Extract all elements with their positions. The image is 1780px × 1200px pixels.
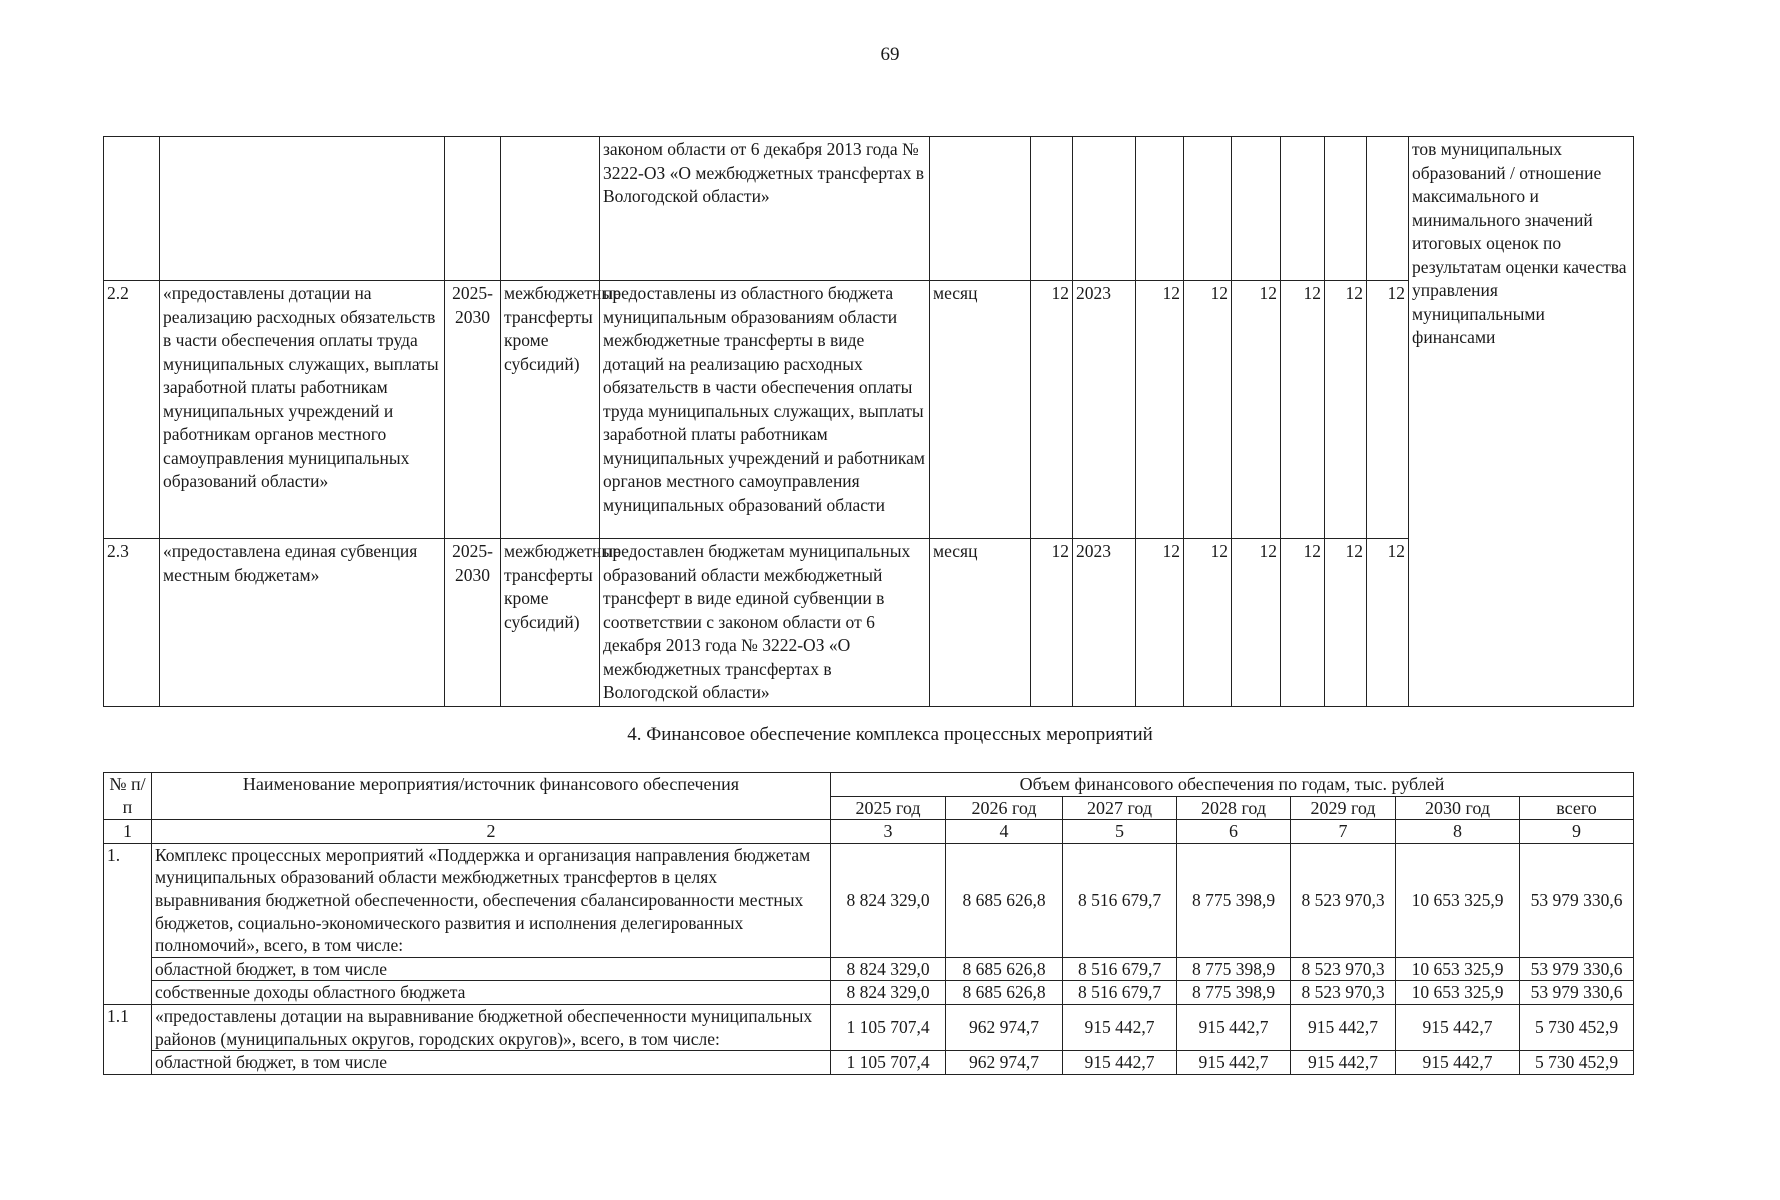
row-number: 1. <box>104 843 152 1004</box>
amount-cell: 8 824 329,0 <box>831 957 946 981</box>
period: 2025-2030 <box>445 539 501 707</box>
amount-cell: 8 523 970,3 <box>1291 843 1396 957</box>
base-value: 12 <box>1031 539 1073 707</box>
amount-cell: 915 442,7 <box>1396 1004 1520 1050</box>
amount-cell: 8 824 329,0 <box>831 843 946 957</box>
row-number: 2.2 <box>104 281 160 539</box>
amount-cell: 10 653 325,9 <box>1396 981 1520 1005</box>
unit: месяц <box>930 539 1031 707</box>
amount-cell: 8 775 398,9 <box>1177 981 1291 1005</box>
result-cell: предоставлен бюджетам муниципальных образований области межбюджетный трансферт в виде единой субвенции в соответствии с законом области от 6 декабря 2013 года № 3222-ОЗ «О межбюджетных трансфертах в Вологодской области» <box>600 539 930 707</box>
amount-cell: 1 105 707,4 <box>831 1051 946 1075</box>
value-cell: 12 <box>1281 281 1325 539</box>
amount-cell: 8 516 679,7 <box>1063 981 1177 1005</box>
amount-cell: 1 105 707,4 <box>831 1004 946 1050</box>
column-number-row <box>104 820 1634 844</box>
base-year: 2023 <box>1073 281 1136 539</box>
column-number: 7 <box>1291 820 1396 844</box>
column-number: 4 <box>946 820 1063 844</box>
amount-cell: 8 523 970,3 <box>1291 957 1396 981</box>
amount-cell: 5 730 452,9 <box>1520 1051 1634 1075</box>
amount-cell: 53 979 330,6 <box>1520 843 1634 957</box>
header-num: № п/п <box>104 773 152 820</box>
item-name: собственные доходы областного бюджета <box>152 981 831 1005</box>
column-number: 5 <box>1063 820 1177 844</box>
amount-cell: 53 979 330,6 <box>1520 981 1634 1005</box>
value-cell: 12 <box>1136 281 1184 539</box>
amount-cell: 5 730 452,9 <box>1520 1004 1634 1050</box>
table-row <box>104 1051 1634 1075</box>
value-cell: 12 <box>1325 281 1367 539</box>
results-table <box>103 136 1634 707</box>
amount-cell: 962 974,7 <box>946 1051 1063 1075</box>
value-cell: 12 <box>1367 539 1409 707</box>
amount-cell: 915 442,7 <box>1396 1051 1520 1075</box>
amount-cell: 8 685 626,8 <box>946 981 1063 1005</box>
amount-cell: 8 516 679,7 <box>1063 957 1177 981</box>
table-row <box>104 981 1634 1005</box>
header-volume: Объем финансового обеспечения по годам, тыс. рублей <box>831 773 1634 797</box>
task-name: «предоставлены дотации на реализацию расходных обязательств в части обеспечения оплаты труда муниципальных служащих, выплаты заработной платы работникам муниципальных учреждений и работникам органов местного самоуправления муниципальных образований области» <box>160 281 445 539</box>
amount-cell: 8 775 398,9 <box>1177 957 1291 981</box>
amount-cell: 10 653 325,9 <box>1396 843 1520 957</box>
amount-cell: 915 442,7 <box>1291 1051 1396 1075</box>
value-cell: 12 <box>1281 539 1325 707</box>
page-number: 69 <box>880 44 900 65</box>
amount-cell: 962 974,7 <box>946 1004 1063 1050</box>
value-cell: 12 <box>1325 539 1367 707</box>
indicator-description-cell: тов муниципальных образований / отношение максимального и минимального значений итоговых оценок по результатам оценки качества управления муниципальными финансами <box>1409 137 1634 707</box>
amount-cell: 915 442,7 <box>1177 1004 1291 1050</box>
amount-cell: 8 824 329,0 <box>831 981 946 1005</box>
amount-cell: 53 979 330,6 <box>1520 957 1634 981</box>
column-number: 3 <box>831 820 946 844</box>
amount-cell: 915 442,7 <box>1063 1051 1177 1075</box>
column-number: 6 <box>1177 820 1291 844</box>
item-name: областной бюджет, в том числе <box>152 957 831 981</box>
base-value: 12 <box>1031 281 1073 539</box>
item-name: областной бюджет, в том числе <box>152 1051 831 1075</box>
value-cell: 12 <box>1367 281 1409 539</box>
amount-cell: 8 685 626,8 <box>946 957 1063 981</box>
section-title: 4. Финансовое обеспечение комплекса процессных мероприятий <box>627 724 1153 745</box>
transfer-type: межбюджетные трансферты кроме субсидий) <box>501 539 600 707</box>
table-row <box>104 1004 1634 1050</box>
value-cell: 12 <box>1232 539 1281 707</box>
table-row <box>104 539 1634 707</box>
amount-cell: 10 653 325,9 <box>1396 957 1520 981</box>
header-year: 2025 год <box>831 796 946 820</box>
header-year: 2027 год <box>1063 796 1177 820</box>
header-year: 2028 год <box>1177 796 1291 820</box>
transfer-type: межбюджетные трансферты кроме субсидий) <box>501 281 600 539</box>
row-number: 1.1 <box>104 1004 152 1074</box>
table-header-row <box>104 773 1634 797</box>
column-number: 9 <box>1520 820 1634 844</box>
amount-cell: 8 516 679,7 <box>1063 843 1177 957</box>
task-name: «предоставлена единая субвенция местным бюджетам» <box>160 539 445 707</box>
column-number: 1 <box>104 820 152 844</box>
table-row <box>104 137 1634 281</box>
value-cell: 12 <box>1184 281 1232 539</box>
amount-cell: 8 775 398,9 <box>1177 843 1291 957</box>
value-cell: 12 <box>1136 539 1184 707</box>
value-cell: 12 <box>1184 539 1232 707</box>
item-name: «предоставлены дотации на выравнивание бюджетной обеспеченности муниципальных районов (муниципальных округов, городских округов)», всего, в том числе: <box>152 1004 831 1050</box>
amount-cell: 8 523 970,3 <box>1291 981 1396 1005</box>
unit: месяц <box>930 281 1031 539</box>
period: 2025-2030 <box>445 281 501 539</box>
financing-table <box>103 772 1634 1075</box>
amount-cell: 915 442,7 <box>1063 1004 1177 1050</box>
row-number: 2.3 <box>104 539 160 707</box>
header-year: 2026 год <box>946 796 1063 820</box>
header-total: всего <box>1520 796 1634 820</box>
result-cell: законом области от 6 декабря 2013 года № 3222-ОЗ «О межбюджетных трансфертах в Вологодской области» <box>600 137 930 281</box>
column-number: 2 <box>152 820 831 844</box>
column-number: 8 <box>1396 820 1520 844</box>
base-year: 2023 <box>1073 539 1136 707</box>
amount-cell: 8 685 626,8 <box>946 843 1063 957</box>
header-name: Наименование мероприятия/источник финансового обеспечения <box>152 773 831 820</box>
item-name: Комплекс процессных мероприятий «Поддержка и организация направления бюджетам муниципальных образований области межбюджетных трансфертов в целях выравнивания бюджетной обеспеченности, обеспечения сбалансированности местных бюджетов, социально-экономического развития и исполнения делегированных полномочий», всего, в том числе: <box>152 843 831 957</box>
table-row <box>104 957 1634 981</box>
header-year: 2029 год <box>1291 796 1396 820</box>
table-row <box>104 281 1634 539</box>
header-year: 2030 год <box>1396 796 1520 820</box>
table-row <box>104 843 1634 957</box>
amount-cell: 915 442,7 <box>1177 1051 1291 1075</box>
result-cell: предоставлены из областного бюджета муниципальным образованиям области межбюджетные трансферты в виде дотаций на реализацию расходных обязательств в части обеспечения оплаты труда муниципальных служащих, выплаты заработной платы работникам муниципальных учреждений и работникам органов местного самоуправления муниципальных образований области <box>600 281 930 539</box>
value-cell: 12 <box>1232 281 1281 539</box>
amount-cell: 915 442,7 <box>1291 1004 1396 1050</box>
